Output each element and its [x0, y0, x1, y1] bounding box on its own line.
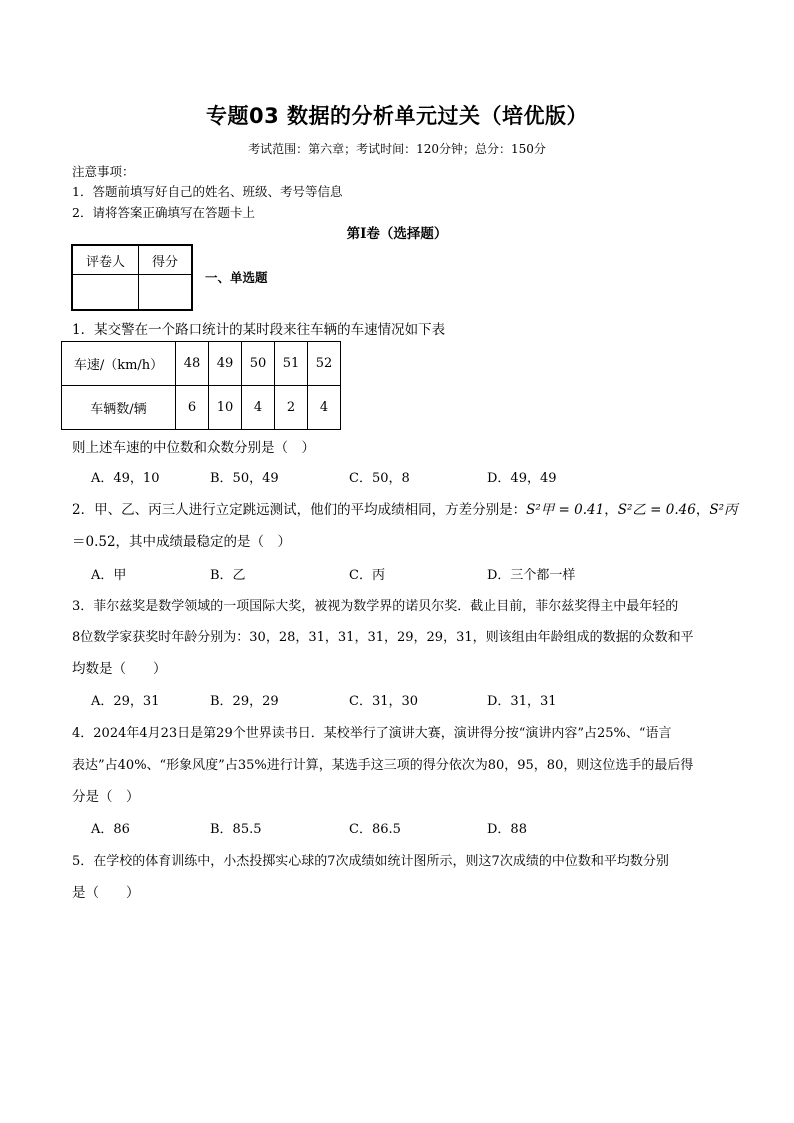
score-cell — [139, 275, 193, 311]
option-b: B．乙 — [210, 568, 246, 583]
table-cell: 49 — [209, 342, 242, 386]
question-5-line: 是（ ） — [72, 885, 140, 901]
variance-jia: S²甲 = 0.41 — [526, 502, 605, 518]
table-cell: 2 — [275, 386, 308, 430]
option-a: A．86 — [91, 822, 130, 837]
option-c: C．86.5 — [349, 822, 401, 837]
question-3-line: 8位数学家获奖时年龄分别为：30，28，31，31，31，29，29，31，则该组由年龄组成的数据的众数和平 — [72, 630, 694, 645]
table-cell: 4 — [242, 386, 275, 430]
option-d: D．31，31 — [487, 694, 557, 709]
speed-table — [61, 341, 341, 430]
question-1-prompt: 则上述车速的中位数和众数分别是（ ） — [72, 440, 315, 456]
option-a: A．49，10 — [91, 471, 160, 486]
option-a: A．29，31 — [91, 694, 160, 709]
table-row-label: 车速/（km/h） — [62, 342, 176, 386]
question-2-stem-cont: ＝0.52，其中成绩最稳定的是（ ） — [72, 534, 292, 550]
option-c: C．丙 — [349, 568, 385, 583]
notice-item: 2．请将答案正确填写在答题卡上 — [72, 205, 255, 220]
score-label: 得分 — [139, 245, 193, 275]
question-4-line: 表达”占40%、“形象风度”占35%进行计算，某选手这三项的得分依次为80，95，80，则这位选手的最后得 — [72, 758, 694, 773]
question-1-stem: 1．某交警在一个路口统计的某时段来往车辆的车速情况如下表 — [72, 322, 446, 338]
table-cell: 52 — [308, 342, 341, 386]
option-b: B．85.5 — [210, 822, 262, 837]
question-5-line: 5．在学校的体育训练中，小杰投掷实心球的7次成绩如统计图所示，则这7次成绩的中位数和平均数分别 — [72, 854, 669, 869]
option-d: D．49，49 — [487, 471, 557, 486]
table-cell: 4 — [308, 386, 341, 430]
notice-heading: 注意事项： — [72, 164, 135, 179]
table-cell: 50 — [242, 342, 275, 386]
question-3-line: 均数是（ ） — [72, 661, 167, 677]
option-c: C．50，8 — [349, 471, 410, 486]
page-title: 专题03 数据的分析单元过关（培优版） — [205, 104, 589, 128]
option-d: D．88 — [487, 822, 527, 837]
table-cell: 6 — [176, 386, 209, 430]
question-2-stem: 2．甲、乙、丙三人进行立定跳远测试，他们的平均成绩相同，方差分别是：S²甲 = 0.41，S²乙 = 0.46，S²丙 — [72, 502, 738, 518]
question-4-line: 4．2024年4月23日是第29个世界读书日．某校举行了演讲大赛，演讲得分按“演讲内容”占25%、“语言 — [72, 726, 672, 741]
option-c: C．31，30 — [349, 694, 419, 709]
part-title: 一、单选题 — [205, 270, 268, 285]
question-3-line: 3．菲尔兹奖是数学领域的一项国际大奖，被视为数学界的诺贝尔奖．截止目前，菲尔兹奖得主中最年轻的 — [72, 599, 679, 614]
table-row-label: 车辆数/辆 — [62, 386, 176, 430]
notice-item: 1．答题前填写好自己的姓名、班级、考号等信息 — [72, 184, 343, 199]
variance-bing: S²丙 — [709, 502, 738, 518]
table-cell: 51 — [275, 342, 308, 386]
question-4-line: 分是（ ） — [72, 789, 140, 805]
grader-cell — [72, 275, 139, 311]
table-cell: 48 — [176, 342, 209, 386]
section-title: 第I卷（选择题） — [346, 226, 448, 242]
variance-yi: S²乙 = 0.46 — [617, 502, 696, 518]
exam-meta: 考试范围：第六章；考试时间：120分钟；总分：150分 — [248, 142, 546, 156]
grader-label: 评卷人 — [72, 245, 139, 275]
option-a: A．甲 — [91, 568, 127, 583]
question-2-stem-text: 2．甲、乙、丙三人进行立定跳远测试，他们的平均成绩相同，方差分别是： — [72, 502, 527, 518]
option-b: B．29，29 — [210, 694, 279, 709]
option-b: B．50，49 — [210, 471, 279, 486]
option-d: D．三个都一样 — [487, 568, 576, 583]
grader-table — [71, 244, 193, 311]
table-cell: 10 — [209, 386, 242, 430]
